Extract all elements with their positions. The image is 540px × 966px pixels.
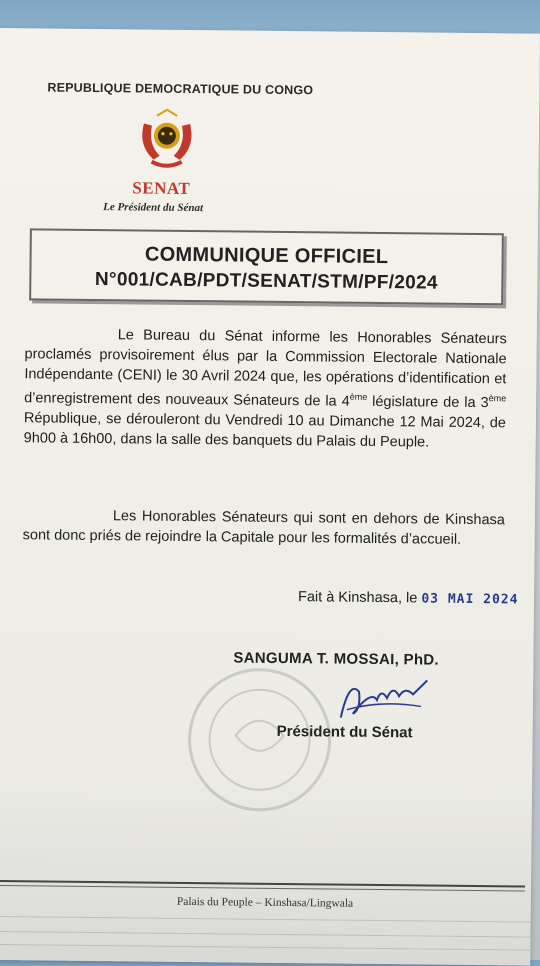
date-stamp: 03 MAI 2024: [421, 591, 519, 608]
header-subtitle: Le Président du Sénat: [103, 201, 204, 215]
body-paragraph-2: Les Honorables Sénateurs qui sont en dehors de Kinshasa sont donc priés de rejoindre la Capitale pour les formalités d’accueil.: [22, 508, 505, 548]
paragraph-1-text-c: République, se dérouleront du Vendredi 10 au Dimanche 12 Mai 2024, de 9h00 à 16h00, dans la salle des banquets du Palais du Peuple.: [23, 410, 506, 451]
communique-reference: N°001/CAB/PDT/SENAT/STM/PF/2024: [94, 269, 438, 294]
paragraph-1-text-b: législature de la 3: [367, 394, 489, 412]
body-paragraph-1: [24, 325, 507, 454]
place-date-line: [298, 589, 519, 607]
document-page: [0, 28, 540, 966]
signatory-name: SANGUMA T. MOSSAI, PhD.: [233, 649, 440, 669]
footer-address: Palais du Peuple – Kinshasa/Lingwala: [176, 895, 354, 910]
communique-title: COMMUNIQUE OFFICIEL: [144, 243, 389, 269]
signatory-position: Président du Sénat: [276, 722, 413, 742]
institution-name: SENAT: [132, 178, 191, 199]
paper-edge-line: [0, 931, 531, 938]
superscript-ordinal: ème: [349, 392, 368, 403]
superscript-ordinal: ème: [488, 393, 507, 404]
paper-edge-line: [0, 944, 530, 951]
communique-title-box: [29, 228, 504, 305]
place-label: Fait à Kinshasa, le: [297, 589, 418, 607]
paragraph-1-text-a: Le Bureau du Sénat informe les Honorables Sénateurs proclamés provisoirement élus par la Commission Electorale Nationale Indépendante (CENI) le 30 Avril 2024 que, les opérations d’identification et d’enregistrement des nouveaux Sénateurs de la 4: [24, 327, 507, 411]
paper-edge-line: [0, 916, 531, 923]
emblem-icon: [131, 105, 202, 176]
country-header: REPUBLIQUE DEMOCRATIQUE DU CONGO: [47, 80, 314, 98]
handwritten-signature: [331, 670, 432, 727]
